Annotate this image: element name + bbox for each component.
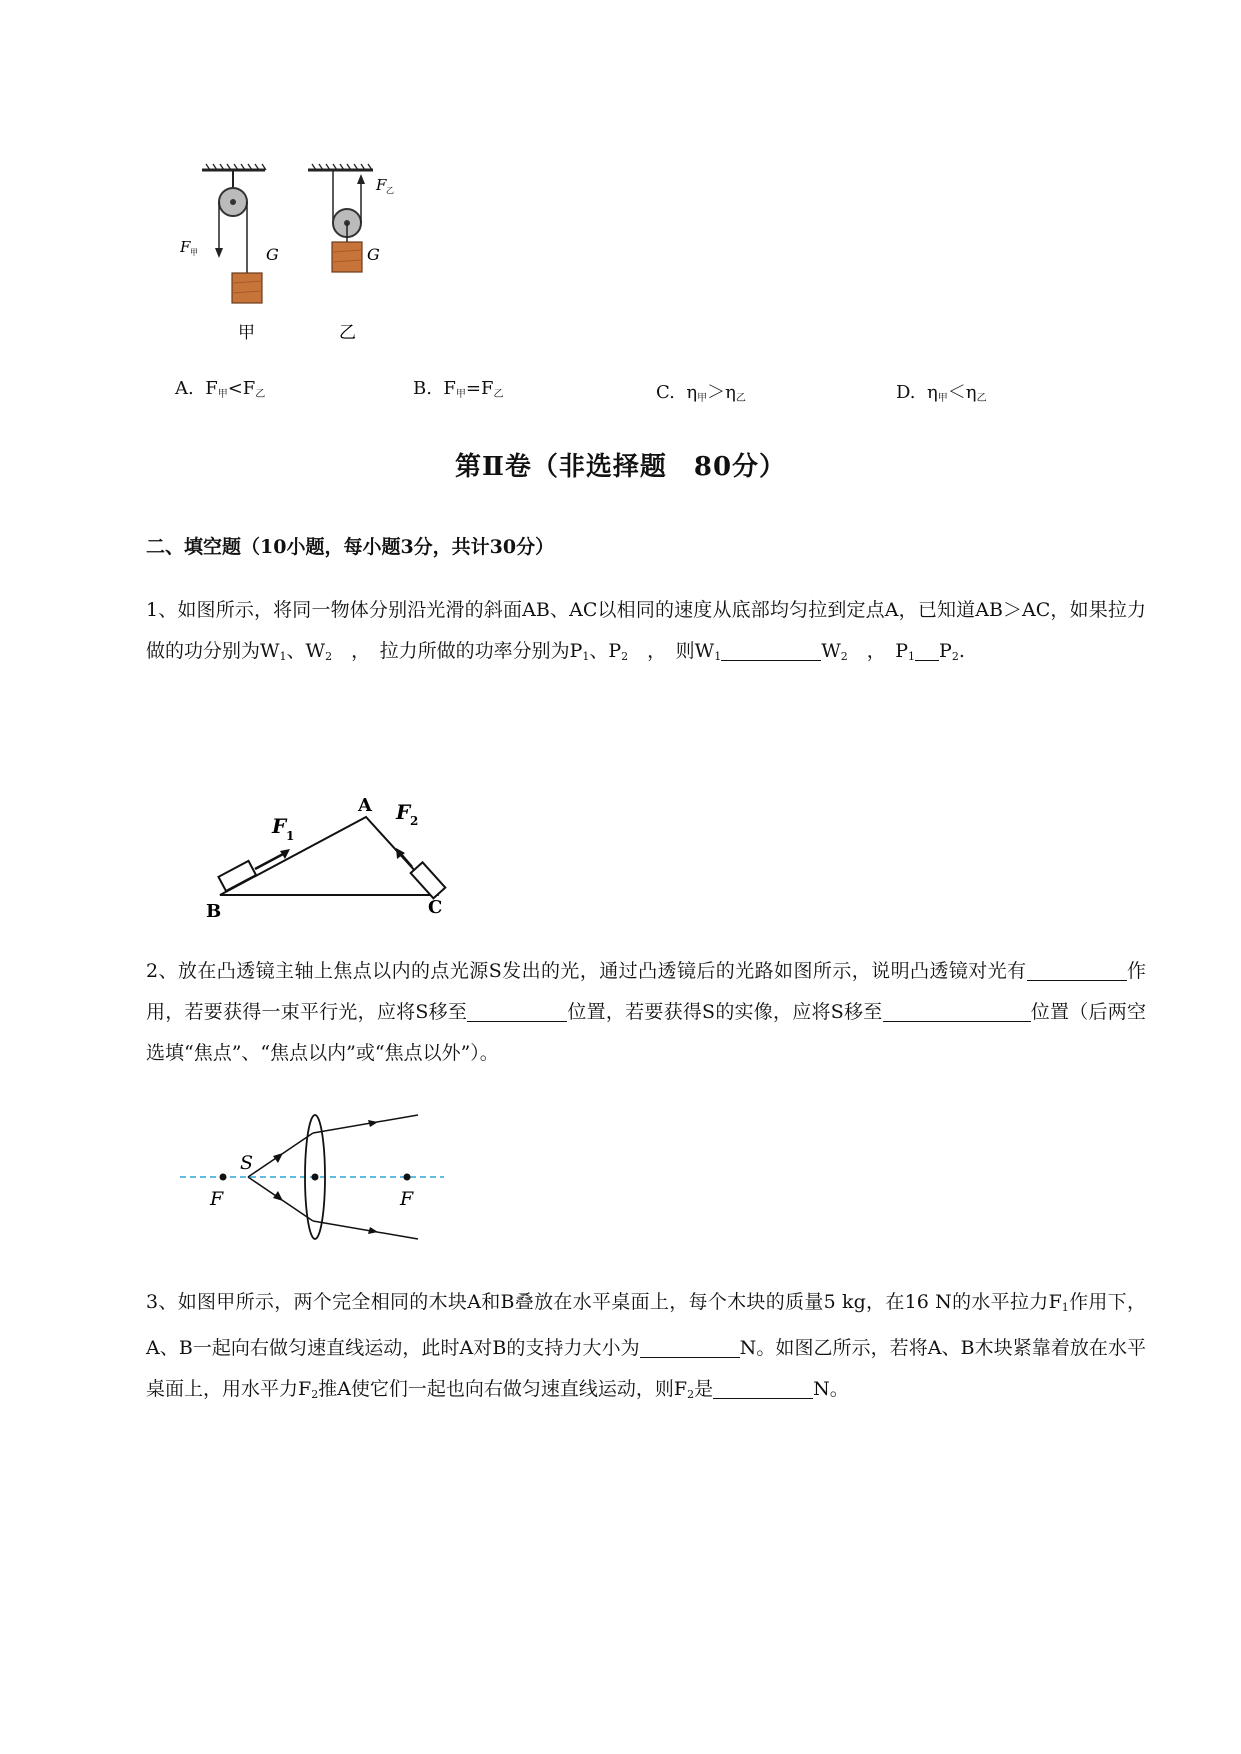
f1-sub: 1 <box>286 829 295 843</box>
q2-text: 位置，若要获得S的实像，应将S移至 <box>567 1001 883 1023</box>
option-rhs-sub: 乙 <box>735 393 746 404</box>
focus-right-label: F <box>400 1188 414 1210</box>
option-b[interactable] <box>413 378 504 400</box>
answer-options <box>0 378 1241 408</box>
answer-blank[interactable] <box>467 1000 567 1022</box>
option-rhs-sub: 乙 <box>493 389 504 400</box>
answer-blank[interactable] <box>721 639 821 661</box>
incline-figure <box>200 775 460 925</box>
q1-sub: 2 <box>621 650 629 663</box>
caption-b: 乙 <box>339 323 356 340</box>
q3-sub: 1 <box>1061 1301 1069 1314</box>
option-rhs: F <box>481 378 494 399</box>
q3-text: 作用下，A、B一起向右做匀速直线运动，此时A对B的支持力大小为 <box>146 1291 1146 1359</box>
weight-label-a: G <box>266 245 279 264</box>
option-letter: D. <box>896 382 916 403</box>
q3-text: 3、如图甲所示，两个完全相同的木块A和B叠放在水平桌面上，每个木块的质量5 kg，在16 N的水平拉力F <box>146 1291 1062 1313</box>
force-label-b: F <box>376 176 387 194</box>
section-title: 第Ⅱ卷（非选择题 80分） <box>454 452 787 482</box>
vertex-c: C <box>428 897 443 918</box>
vertex-b: B <box>206 901 222 922</box>
vertex-a: A <box>358 795 372 816</box>
q2-text: 2、放在凸透镜主轴上焦点以内的点光源S发出的光，通过凸透镜后的光路如图所示，说明凸透镜对光有 <box>146 960 1027 982</box>
weight-label-b: G <box>367 245 380 264</box>
q2-text: 位置（后两空选填“焦点”、“焦点以内”或“焦点以外”）。 <box>146 1001 1146 1064</box>
q1-sub: 1 <box>582 650 590 663</box>
option-lhs-sub: 甲 <box>455 389 466 400</box>
option-a[interactable] <box>175 378 265 400</box>
part-title: 二、填空题（10小题，每小题3分，共计30分） <box>146 536 555 558</box>
q1-text: ， P <box>847 640 909 662</box>
option-letter: A. <box>175 378 194 399</box>
q1-text: ， 则W <box>628 640 715 662</box>
option-rhs-sub: 乙 <box>255 389 266 400</box>
q3-text: N。如图乙所示，若将A、B木块紧靠着放在水平桌面上，用水平力F <box>146 1337 1146 1400</box>
question-2 <box>146 951 1146 1074</box>
option-lhs: F <box>205 378 218 399</box>
option-rel: = <box>465 378 481 399</box>
answer-blank[interactable] <box>1027 959 1127 981</box>
option-rhs: F <box>242 378 256 399</box>
q3-sub: 2 <box>687 1388 695 1401</box>
q1-text: 1、如图所示，将同一物体分别沿光滑的斜面AB、AC以相同的速度从底部均匀拉到定点A，已知道AB＞AC，如果拉力做的功分别为W <box>146 599 1146 662</box>
q1-text: 、W <box>286 640 326 662</box>
option-lhs: F <box>443 378 456 399</box>
option-letter: C. <box>656 382 675 403</box>
q1-text: . <box>958 640 965 662</box>
answer-blank[interactable] <box>713 1377 813 1399</box>
focus-left-label: F <box>210 1188 224 1210</box>
source-label: S <box>240 1152 254 1174</box>
f1-label: F <box>272 814 287 838</box>
force-sub-b: 乙 <box>386 186 394 195</box>
option-rel: ＞ <box>707 382 726 403</box>
q1-text: W <box>821 640 841 662</box>
force-label-a: F <box>180 238 191 256</box>
q1-text: 、P <box>589 640 622 662</box>
option-rhs: η <box>725 382 736 403</box>
q1-sub: 1 <box>714 650 722 663</box>
option-d[interactable] <box>896 378 987 404</box>
lens-figure <box>178 1105 448 1255</box>
q1-sub: 2 <box>840 650 848 663</box>
force-sub-a: 甲 <box>190 248 198 257</box>
option-rel: ＜ <box>947 382 966 403</box>
q1-sub: 1 <box>908 650 916 663</box>
q3-sub: 2 <box>311 1388 319 1401</box>
q3-text: 是 <box>694 1378 714 1400</box>
f2-sub: 2 <box>410 814 419 828</box>
option-lhs-sub: 甲 <box>217 389 228 400</box>
q1-sub: 2 <box>951 650 959 663</box>
option-c[interactable] <box>656 378 746 404</box>
q3-text: 推A使它们一起也向右做匀速直线运动，则F <box>318 1378 688 1400</box>
f2-label: F <box>396 800 411 824</box>
pulley-figure <box>180 160 470 340</box>
option-rhs-sub: 乙 <box>976 393 987 404</box>
q3-text: N。 <box>813 1378 849 1400</box>
option-rel: < <box>227 378 243 399</box>
option-letter: B. <box>413 378 432 399</box>
q1-sub: 1 <box>279 650 287 663</box>
option-lhs-sub: 甲 <box>937 393 948 404</box>
option-lhs-sub: 甲 <box>697 393 708 404</box>
q1-sub: 2 <box>325 650 333 663</box>
q2-text: 作用，若要获得一束平行光，应将S移至 <box>146 960 1146 1023</box>
answer-blank[interactable] <box>915 639 939 661</box>
q1-text: P <box>939 640 952 662</box>
question-1 <box>146 590 1146 677</box>
answer-blank[interactable] <box>640 1336 740 1358</box>
answer-blank[interactable] <box>883 1000 1031 1022</box>
question-3 <box>146 1282 1146 1415</box>
option-lhs: η <box>926 382 938 403</box>
q1-text: ， 拉力所做的功率分别为P <box>332 640 583 662</box>
option-lhs: η <box>686 382 698 403</box>
caption-a: 甲 <box>238 323 255 340</box>
option-rhs: η <box>965 382 977 403</box>
